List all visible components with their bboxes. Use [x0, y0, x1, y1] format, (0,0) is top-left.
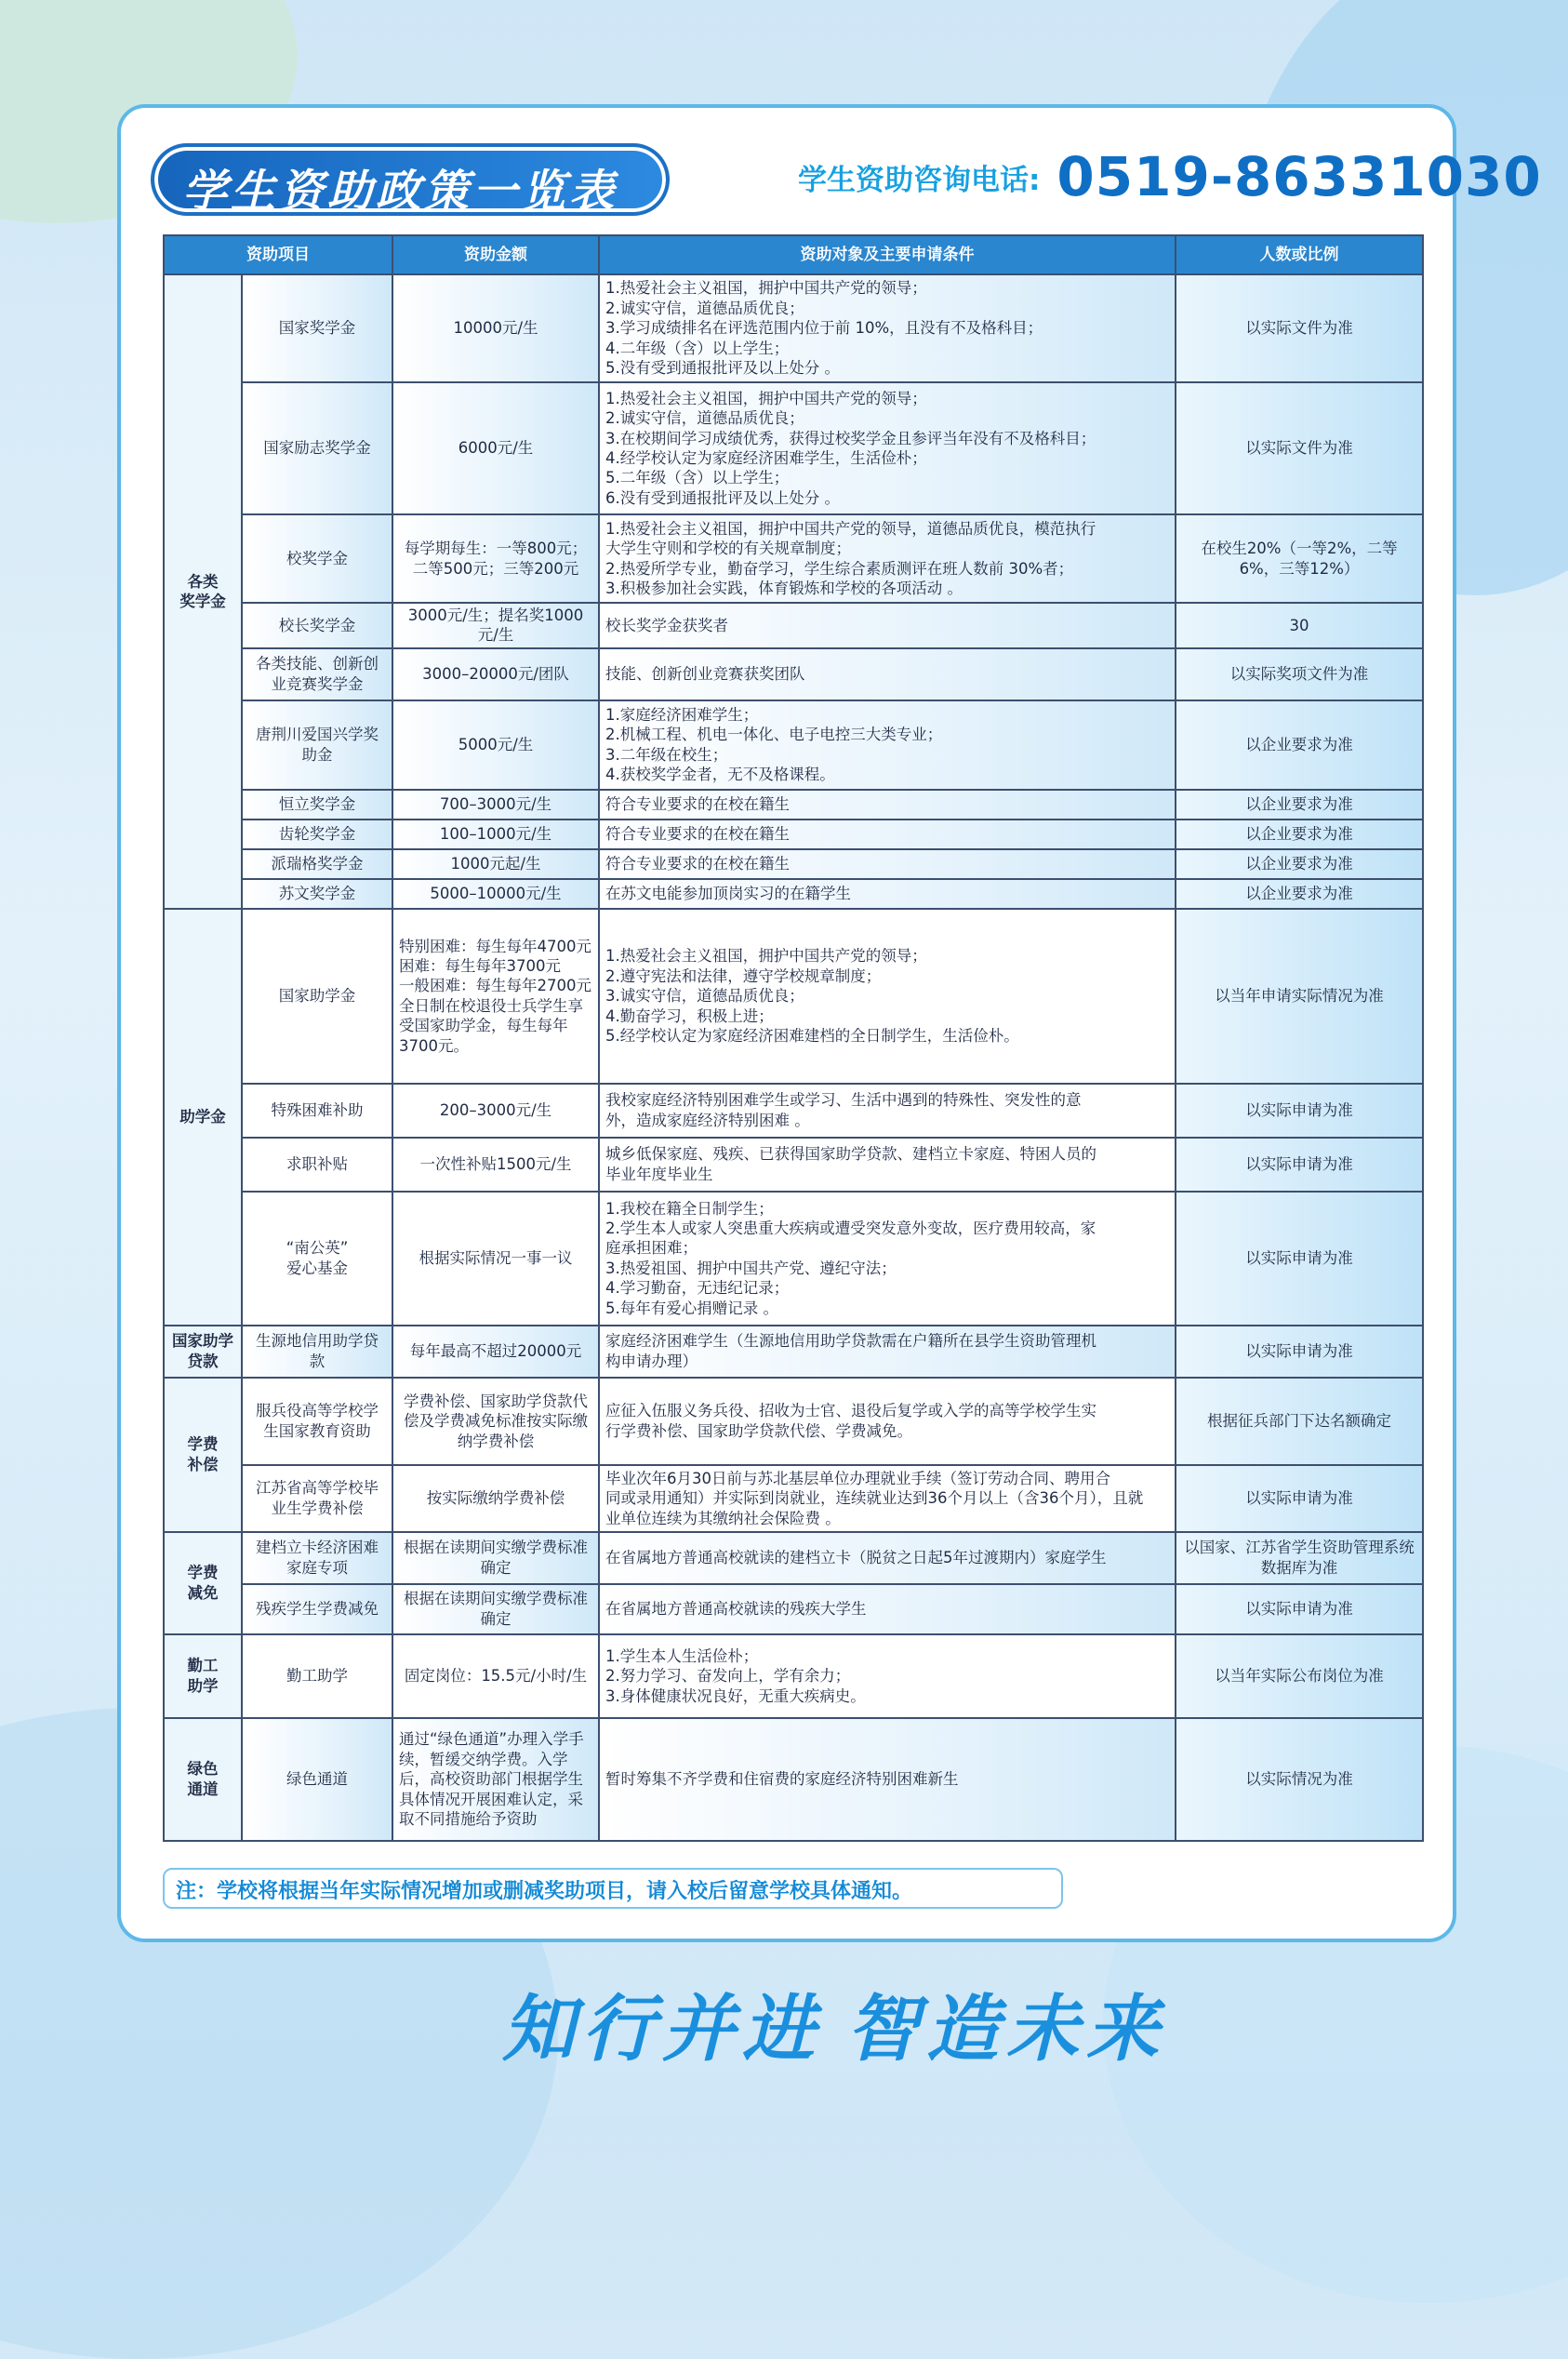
- condition-line: 我校家庭经济特别困难学生或学习、生活中遇到的特殊性、突发性的意: [605, 1091, 1082, 1110]
- ratio-cell: 以企业要求为准: [1176, 700, 1423, 790]
- amount-cell: 按实际缴纳学费补偿: [392, 1465, 599, 1532]
- condition-line: 校长奖学金获奖者: [605, 616, 728, 634]
- condition-line: 4.学习勤奋，无违纪记录；: [605, 1279, 790, 1298]
- condition-line: 在苏文电能参加顶岗实习的在籍学生: [605, 885, 851, 903]
- table-row: [164, 879, 1423, 909]
- ratio-cell: 以实际申请为准: [1176, 1138, 1423, 1192]
- hotline-number[interactable]: 0519-86331030: [1056, 145, 1542, 208]
- condition-line: 暂时筹集不齐学费和住宿费的家庭经济特别困难新生: [605, 1770, 959, 1789]
- amount-cell: 一次性补贴1500元/生: [392, 1138, 599, 1192]
- table-row: [164, 603, 1423, 648]
- condition-line: 1.热爱社会主义祖国，拥护中国共产党的领导；: [605, 389, 927, 407]
- condition-line: 3.学习成绩排名在评选范围内位于前 10%，且没有不及格科目；: [605, 319, 1043, 338]
- condition-line: 2.遵守宪法和法律，遵守学校规章制度；: [605, 966, 882, 985]
- ratio-cell: 以国家、江苏省学生资助管理系统数据库为准: [1176, 1532, 1423, 1584]
- item-cell: 校奖学金: [242, 514, 392, 603]
- item-cell: 绿色通道: [242, 1718, 392, 1841]
- amount-cell: 固定岗位：15.5元/小时/生: [392, 1634, 599, 1718]
- header-conditions: 资助对象及主要申请条件: [599, 235, 1176, 274]
- condition-line: 5.每年有爱心捐赠记录 。: [605, 1299, 778, 1317]
- conditions-cell: [599, 603, 1176, 648]
- header-amount: 资助金额: [392, 235, 599, 274]
- condition-line: 6.没有受到通报批评及以上处分 。: [605, 488, 840, 507]
- ratio-cell: 在校生20%（一等2%，二等6%，三等12%）: [1176, 514, 1423, 603]
- condition-line: 4.二年级（含）以上学生；: [605, 339, 790, 357]
- condition-line: 3.在校期间学习成绩优秀，获得过校奖学金且参评当年没有不及格科目；: [605, 429, 1096, 447]
- table-row: [164, 382, 1423, 514]
- category-cell: 绿色 通道: [164, 1718, 242, 1841]
- ratio-cell: 以实际文件为准: [1176, 382, 1423, 514]
- table-row: [164, 514, 1423, 603]
- conditions-cell: [599, 1465, 1176, 1532]
- ratio-cell: 以实际申请为准: [1176, 1192, 1423, 1326]
- policy-table: [163, 234, 1424, 1842]
- condition-line: 毕业次年6月30日前与苏北基层单位办理就业手续（签订劳动合同、聘用合: [605, 1469, 1110, 1487]
- condition-line: 符合专业要求的在校在籍生: [605, 795, 790, 814]
- condition-line: 1.热爱社会主义祖国，拥护中国共产党的领导；: [605, 279, 927, 298]
- footnote: 注：学校将根据当年实际情况增加或删减奖助项目，请入校后留意学校具体通知。: [163, 1868, 1063, 1909]
- amount-cell: 3000元/生；提名奖1000元/生: [392, 603, 599, 648]
- ratio-cell: 以实际申请为准: [1176, 1465, 1423, 1532]
- condition-line: 2.机械工程、机电一体化、电子电控三大类专业；: [605, 726, 943, 744]
- condition-line: 4.勤奋学习，积极上进；: [605, 1006, 774, 1025]
- item-cell: 恒立奖学金: [242, 790, 392, 820]
- ratio-cell: 以企业要求为准: [1176, 879, 1423, 909]
- condition-line: 2.诚实守信，道德品质优良；: [605, 409, 804, 428]
- slogan-left: 知行并进: [502, 1987, 823, 2072]
- item-cell: 江苏省高等学校毕业生学费补偿: [242, 1465, 392, 1532]
- condition-line: 1.学生本人生活俭朴；: [605, 1646, 759, 1665]
- ratio-cell: 30: [1176, 603, 1423, 648]
- condition-line: 城乡低保家庭、残疾、已获得国家助学贷款、建档立卡家庭、特困人员的: [605, 1145, 1096, 1164]
- condition-line: 行学费补偿、国家助学贷款代偿、学费减免。: [605, 1421, 912, 1440]
- item-cell: 建档立卡经济困难家庭专项: [242, 1532, 392, 1584]
- item-cell: “南公英” 爱心基金: [242, 1192, 392, 1326]
- condition-line: 符合专业要求的在校在籍生: [605, 825, 790, 844]
- conditions-cell: [599, 849, 1176, 879]
- title-banner: [151, 143, 670, 216]
- conditions-cell: [599, 1584, 1176, 1634]
- condition-line: 5.没有受到通报批评及以上处分 。: [605, 359, 840, 378]
- conditions-cell: [599, 648, 1176, 700]
- amount-cell: 根据在读期间实缴学费标准确定: [392, 1584, 599, 1634]
- item-cell: 服兵役高等学校学生国家教育资助: [242, 1378, 392, 1465]
- amount-cell: 5000元/生: [392, 700, 599, 790]
- item-cell: 残疾学生学费减免: [242, 1584, 392, 1634]
- table-header-row: [164, 235, 1423, 274]
- conditions-cell: [599, 1084, 1176, 1138]
- item-cell: 生源地信用助学贷款: [242, 1326, 392, 1378]
- condition-line: 3.身体健康状况良好，无重大疾病史。: [605, 1686, 866, 1705]
- amount-cell: 1000元起/生: [392, 849, 599, 879]
- condition-line: 2.诚实守信，道德品质优良；: [605, 299, 804, 317]
- table-row: [164, 274, 1423, 382]
- condition-line: 2.热爱所学专业，勤奋学习，学生综合素质测评在班人数前 30%者；: [605, 559, 1074, 578]
- condition-line: 庭承担困难；: [605, 1239, 698, 1258]
- category-cell: 勤工 助学: [164, 1634, 242, 1718]
- condition-line: 在省属地方普通高校就读的建档立卡（脱贫之日起5年过渡期内）家庭学生: [605, 1549, 1107, 1567]
- table-row: [164, 790, 1423, 820]
- condition-line: 5.二年级（含）以上学生；: [605, 469, 790, 487]
- condition-line: 技能、创新创业竞赛获奖团队: [605, 665, 805, 684]
- condition-line: 1.我校在籍全日制学生；: [605, 1199, 774, 1218]
- item-cell: 国家奖学金: [242, 274, 392, 382]
- amount-cell: 每年最高不超过20000元: [392, 1326, 599, 1378]
- condition-line: 应征入伍服义务兵役、招收为士官、退役后复学或入学的高等学校学生实: [605, 1402, 1096, 1420]
- condition-line: 外，造成家庭经济特别困难 。: [605, 1111, 810, 1129]
- header-item: 资助项目: [164, 235, 392, 274]
- condition-line: 2.努力学习、奋发向上，学有余力；: [605, 1667, 851, 1686]
- conditions-cell: [599, 514, 1176, 603]
- conditions-cell: [599, 700, 1176, 790]
- amount-cell: 10000元/生: [392, 274, 599, 382]
- ratio-cell: 以当年实际公布岗位为准: [1176, 1634, 1423, 1718]
- conditions-cell: [599, 909, 1176, 1084]
- ratio-cell: 以企业要求为准: [1176, 790, 1423, 820]
- item-cell: 苏文奖学金: [242, 879, 392, 909]
- amount-cell: 700–3000元/生: [392, 790, 599, 820]
- condition-line: 1.热爱社会主义祖国，拥护中国共产党的领导，道德品质优良，模范执行: [605, 519, 1096, 538]
- page-title: 学生资助政策一览表: [182, 166, 618, 218]
- condition-line: 业单位连续为其缴纳社会保险费 。: [605, 1509, 841, 1527]
- item-cell: 各类技能、创新创业竞赛奖学金: [242, 648, 392, 700]
- amount-cell: 5000–10000元/生: [392, 879, 599, 909]
- conditions-cell: [599, 1326, 1176, 1378]
- table-row: [164, 1584, 1423, 1634]
- item-cell: 国家励志奖学金: [242, 382, 392, 514]
- table-row: [164, 1634, 1423, 1718]
- ratio-cell: 以企业要求为准: [1176, 849, 1423, 879]
- amount-cell: 根据在读期间实缴学费标准确定: [392, 1532, 599, 1584]
- amount-cell: 6000元/生: [392, 382, 599, 514]
- ratio-cell: 以实际文件为准: [1176, 274, 1423, 382]
- category-cell: 学费 补偿: [164, 1378, 242, 1532]
- condition-line: 2.学生本人或家人突患重大疾病或遭受突发意外变故，医疗费用较高，家: [605, 1219, 1096, 1237]
- condition-line: 1.热爱社会主义祖国，拥护中国共产党的领导；: [605, 947, 927, 966]
- conditions-cell: [599, 790, 1176, 820]
- item-cell: 校长奖学金: [242, 603, 392, 648]
- amount-cell: 学费补偿、国家助学贷款代偿及学费减免标准按实际缴纳学费补偿: [392, 1378, 599, 1465]
- table-row: [164, 1465, 1423, 1532]
- conditions-cell: [599, 1378, 1176, 1465]
- category-cell: 国家助学 贷款: [164, 1326, 242, 1378]
- conditions-cell: [599, 1634, 1176, 1718]
- ratio-cell: 以实际申请为准: [1176, 1584, 1423, 1634]
- table-row: [164, 648, 1423, 700]
- item-cell: 齿轮奖学金: [242, 820, 392, 849]
- ratio-cell: 以实际申请为准: [1176, 1326, 1423, 1378]
- ratio-cell: 以当年申请实际情况为准: [1176, 909, 1423, 1084]
- conditions-cell: [599, 274, 1176, 382]
- amount-cell: 3000–20000元/团队: [392, 648, 599, 700]
- hotline-label: 学生资助咨询电话:: [798, 163, 1041, 197]
- category-cell: 学费 减免: [164, 1532, 242, 1634]
- conditions-cell: [599, 382, 1176, 514]
- table-row: [164, 1532, 1423, 1584]
- ratio-cell: 以企业要求为准: [1176, 820, 1423, 849]
- item-cell: 派瑞格奖学金: [242, 849, 392, 879]
- condition-line: 3.热爱祖国、拥护中国共产党、遵纪守法；: [605, 1259, 897, 1277]
- condition-line: 在省属地方普通高校就读的残疾大学生: [605, 1600, 867, 1619]
- table-row: [164, 820, 1423, 849]
- ratio-cell: 根据征兵部门下达名额确定: [1176, 1378, 1423, 1465]
- condition-line: 符合专业要求的在校在籍生: [605, 855, 790, 873]
- condition-line: 4.获校奖学金者，无不及格课程。: [605, 766, 835, 784]
- table-row: [164, 849, 1423, 879]
- slogan-right: 智造未来: [846, 1987, 1167, 2072]
- condition-line: 家庭经济困难学生（生源地信用助学贷款需在户籍所在县学生资助管理机: [605, 1332, 1096, 1351]
- condition-line: 3.积极参加社会实践，体育锻炼和学校的各项活动 。: [605, 579, 963, 597]
- amount-cell: 200–3000元/生: [392, 1084, 599, 1138]
- condition-line: 5.经学校认定为家庭经济困难建档的全日制学生，生活俭朴。: [605, 1027, 1019, 1046]
- condition-line: 1.家庭经济困难学生；: [605, 706, 759, 724]
- conditions-cell: [599, 1718, 1176, 1841]
- table-row: [164, 700, 1423, 790]
- conditions-cell: [599, 820, 1176, 849]
- condition-line: 大学生守则和学校的有关规章制度；: [605, 540, 851, 558]
- condition-line: 3.诚实守信，道德品质优良；: [605, 987, 804, 1006]
- table-row: [164, 1192, 1423, 1326]
- table-row: [164, 1326, 1423, 1378]
- amount-cell: 每学期每生：一等800元；二等500元；三等200元: [392, 514, 599, 603]
- conditions-cell: [599, 1532, 1176, 1584]
- conditions-cell: [599, 1192, 1176, 1326]
- table-row: [164, 909, 1423, 1084]
- table-row: [164, 1138, 1423, 1192]
- item-cell: 唐荆川爱国兴学奖助金: [242, 700, 392, 790]
- amount-cell: 特别困难：每生每年4700元 困难：每生每年3700元 一般困难：每生每年2700元 全日制在校退役士兵学生享受国家助学金，每生每年3700元。: [392, 909, 599, 1084]
- item-cell: 求职补贴: [242, 1138, 392, 1192]
- amount-cell: 根据实际情况一事一议: [392, 1192, 599, 1326]
- condition-line: 同或录用通知）并实际到岗就业，连续就业达到36个月以上（含36个月），且就: [605, 1489, 1144, 1508]
- ratio-cell: 以实际申请为准: [1176, 1084, 1423, 1138]
- category-cell: 助学金: [164, 909, 242, 1326]
- amount-cell: 通过“绿色通道”办理入学手续，暂缓交纳学费。入学后，高校资助部门根据学生具体情况开展困难认定，采取不同措施给予资助: [392, 1718, 599, 1841]
- amount-cell: 100–1000元/生: [392, 820, 599, 849]
- category-cell: 各类 奖学金: [164, 274, 242, 909]
- ratio-cell: 以实际奖项文件为准: [1176, 648, 1423, 700]
- condition-line: 毕业年度毕业生: [605, 1165, 713, 1183]
- table-row: [164, 1378, 1423, 1465]
- item-cell: 国家助学金: [242, 909, 392, 1084]
- table-row: [164, 1084, 1423, 1138]
- item-cell: 勤工助学: [242, 1634, 392, 1718]
- conditions-cell: [599, 879, 1176, 909]
- condition-line: 构申请办理）: [605, 1352, 698, 1370]
- table-row: [164, 1718, 1423, 1841]
- ratio-cell: 以实际情况为准: [1176, 1718, 1423, 1841]
- condition-line: 3.二年级在校生；: [605, 745, 728, 764]
- condition-line: 4.经学校认定为家庭经济困难学生，生活俭朴；: [605, 449, 927, 467]
- conditions-cell: [599, 1138, 1176, 1192]
- item-cell: 特殊困难补助: [242, 1084, 392, 1138]
- header-ratio: 人数或比例: [1176, 235, 1423, 274]
- hotline: [798, 140, 1542, 214]
